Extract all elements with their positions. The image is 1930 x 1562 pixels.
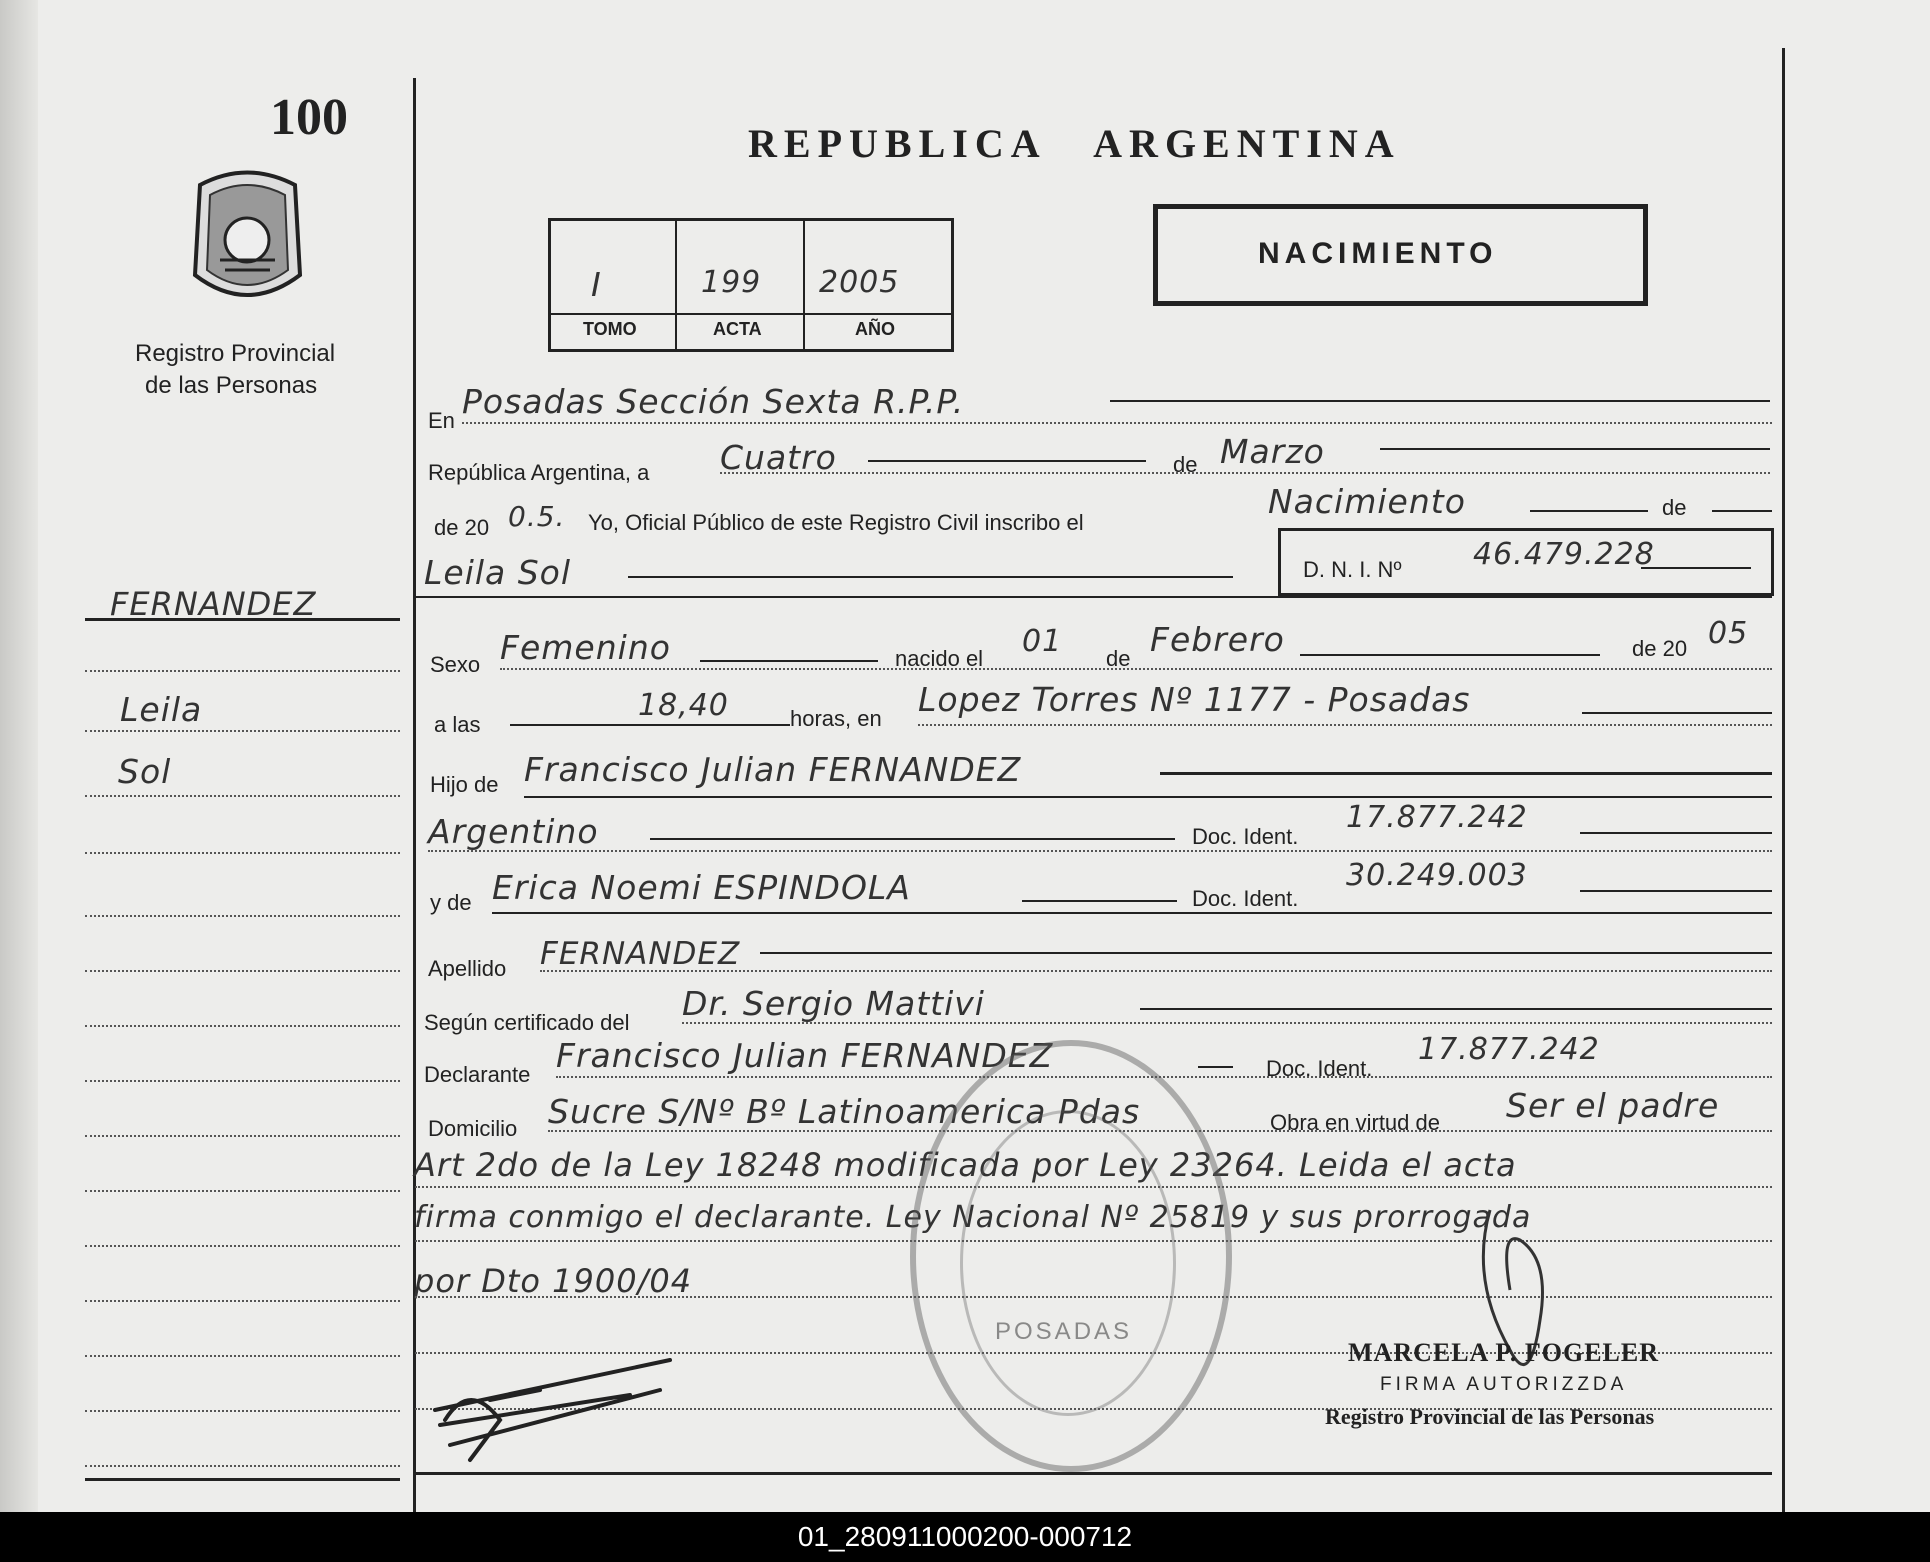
row-rule xyxy=(700,660,878,662)
obra-label: Obra en virtud de xyxy=(1270,1110,1440,1135)
row-rule xyxy=(1198,1066,1233,1068)
left-rule xyxy=(85,915,400,917)
declarante-doc: 17.877.242 xyxy=(1418,1032,1600,1067)
registry-box xyxy=(548,218,954,352)
officer-signature-icon xyxy=(1450,1200,1600,1400)
row-rule xyxy=(524,796,1772,798)
tomo-label: TOMO xyxy=(583,319,637,339)
provincial-seal-icon xyxy=(180,165,315,315)
left-rule xyxy=(85,1190,400,1192)
father-name: Francisco Julian FERNANDEZ xyxy=(524,750,1022,789)
de-label: de xyxy=(1173,452,1198,477)
de20-label-2: de 20 xyxy=(1632,636,1688,661)
father-nationality: Argentino xyxy=(428,812,599,851)
row-rule xyxy=(1300,654,1600,656)
dni-label: D. N. I. Nº xyxy=(1303,557,1402,582)
hora-value: 18,40 xyxy=(638,688,729,723)
nacido-year: 05 xyxy=(1708,616,1749,651)
declarante-label: Declarante xyxy=(424,1062,531,1087)
apellido-label: Apellido xyxy=(428,956,507,981)
left-rule xyxy=(85,1135,400,1137)
horas-label: horas, en xyxy=(790,706,882,731)
apellido-value: FERNANDEZ xyxy=(540,936,741,972)
birth-place: Lopez Torres Nº 1177 - Posadas xyxy=(918,680,1471,719)
domicilio-value: Sucre S/Nº Bº Latinoamerica Pdas xyxy=(548,1092,1141,1131)
official-stamp-inner xyxy=(960,1110,1176,1416)
left-surname-rule xyxy=(85,618,400,621)
row-rule xyxy=(1380,448,1770,450)
row-rule xyxy=(682,1022,1772,1024)
nacido-label: nacido el xyxy=(895,646,984,671)
left-rule xyxy=(85,1300,400,1302)
row-rule xyxy=(540,970,1772,972)
left-name1: Leila xyxy=(120,690,203,729)
ano-value: 2005 xyxy=(819,265,900,300)
notes-line-3: por Dto 1900/04 xyxy=(414,1262,693,1300)
sexo-label: Sexo xyxy=(430,652,481,677)
row-rule xyxy=(556,1076,1772,1078)
row-rule xyxy=(415,596,1772,598)
de-label-3: de xyxy=(1106,646,1131,671)
left-rule xyxy=(85,1465,400,1467)
inscribo-value: Nacimiento xyxy=(1268,482,1466,521)
row-rule xyxy=(492,912,1772,914)
row-rule xyxy=(428,850,1772,852)
row-rule xyxy=(1022,900,1177,902)
de-label-2: de xyxy=(1662,495,1687,520)
dni-rule xyxy=(1641,567,1751,569)
row-rule xyxy=(1580,832,1772,834)
dni-value: 46.479.228 xyxy=(1473,537,1655,572)
domicilio-label: Domicilio xyxy=(428,1116,518,1141)
nacido-month: Febrero xyxy=(1150,620,1285,659)
mother-name: Erica Noemi ESPINDOLA xyxy=(492,868,911,907)
en-label: En xyxy=(428,408,455,433)
notes-line-2: firma conmigo el declarante. Ley Nacional Nº 25819 y sus prorrogada xyxy=(414,1200,1532,1235)
row-rule xyxy=(1140,1008,1772,1010)
acta-label: ACTA xyxy=(713,319,762,339)
country-title: REPUBLICA ARGENTINA xyxy=(748,121,1401,166)
tomo-value: I xyxy=(591,265,602,304)
certificado-label: Según certificado del xyxy=(424,1010,630,1035)
declarant-signature-icon xyxy=(430,1350,680,1470)
left-rule xyxy=(85,795,400,797)
notes-line-1: Art 2do de la Ley 18248 modificada por Ley 23264. Leida el acta xyxy=(414,1146,1517,1184)
right-margin-rule xyxy=(1782,48,1785,1512)
officer-title: FIRMA AUTORIZZDA xyxy=(1380,1374,1628,1395)
page-number: 100 xyxy=(270,89,348,146)
yde-label: y de xyxy=(430,890,472,915)
image-caption: 01_280911000200-000712 xyxy=(0,1512,1930,1562)
sexo-value: Femenino xyxy=(500,628,671,667)
officer-name: MARCELA P. FOGELER xyxy=(1348,1338,1660,1367)
row-rule xyxy=(1580,890,1772,892)
left-rule xyxy=(85,730,400,732)
officer-office: Registro Provincial de las Personas xyxy=(1325,1404,1655,1429)
row-rule xyxy=(500,668,1772,670)
alas-label: a las xyxy=(434,712,481,737)
row-rule xyxy=(760,952,1772,954)
doc-label-2: Doc. Ident. xyxy=(1192,886,1299,911)
dni-box xyxy=(1278,528,1774,596)
left-rule xyxy=(85,970,400,972)
ano-label: AÑO xyxy=(855,319,895,339)
day-value: Cuatro xyxy=(720,438,837,477)
left-rule xyxy=(85,1025,400,1027)
year-value: 0.5. xyxy=(508,500,566,533)
left-rule xyxy=(85,852,400,854)
nacido-day: 01 xyxy=(1022,624,1063,659)
registry-name-line2: de las Personas xyxy=(145,372,318,399)
doc-label-3: Doc. Ident. xyxy=(1266,1056,1373,1081)
registry-name-line1: Registro Provincial xyxy=(135,340,336,367)
row-rule xyxy=(1160,772,1772,775)
de20-label: de 20 xyxy=(434,515,490,540)
row-rule xyxy=(462,422,1772,424)
row-rule xyxy=(650,838,1175,840)
row-rule xyxy=(1712,510,1772,512)
row-rule xyxy=(868,460,1146,462)
left-bottom-rule xyxy=(85,1478,400,1481)
hijo-label: Hijo de xyxy=(430,772,499,797)
certificate-type-box xyxy=(1153,204,1648,306)
inscribo-label: Yo, Oficial Público de este Registro Civil inscribo el xyxy=(588,510,1084,535)
certificate-type: NACIMIENTO xyxy=(1258,237,1498,270)
left-rule xyxy=(85,1410,400,1412)
row-rule xyxy=(628,576,1233,578)
doc-label: Doc. Ident. xyxy=(1192,824,1299,849)
obra-value: Ser el padre xyxy=(1506,1086,1720,1125)
month-value: Marzo xyxy=(1220,432,1325,471)
declarante-value: Francisco Julian FERNANDEZ xyxy=(556,1036,1054,1075)
stamp-city: POSADAS xyxy=(995,1318,1133,1345)
father-doc: 17.877.242 xyxy=(1346,800,1528,835)
left-name2: Sol xyxy=(118,752,172,791)
row-rule xyxy=(1110,400,1770,402)
left-surname: FERNANDEZ xyxy=(110,585,317,623)
child-name: Leila Sol xyxy=(424,553,572,592)
certificado-value: Dr. Sergio Mattivi xyxy=(682,984,985,1023)
row-rule xyxy=(1582,712,1772,714)
mother-doc: 30.249.003 xyxy=(1346,858,1528,893)
left-rule xyxy=(85,1245,400,1247)
row-rule xyxy=(415,1472,1772,1475)
row-rule xyxy=(918,724,1772,726)
row-rule xyxy=(1530,510,1648,512)
republica-label: República Argentina, a xyxy=(428,460,650,485)
left-rule xyxy=(85,670,400,672)
row-rule xyxy=(720,472,1770,474)
place-value: Posadas Sección Sexta R.P.P. xyxy=(462,382,965,421)
left-rule xyxy=(85,1080,400,1082)
left-rule xyxy=(85,1355,400,1357)
acta-value: 199 xyxy=(701,265,762,300)
row-rule xyxy=(510,724,790,726)
